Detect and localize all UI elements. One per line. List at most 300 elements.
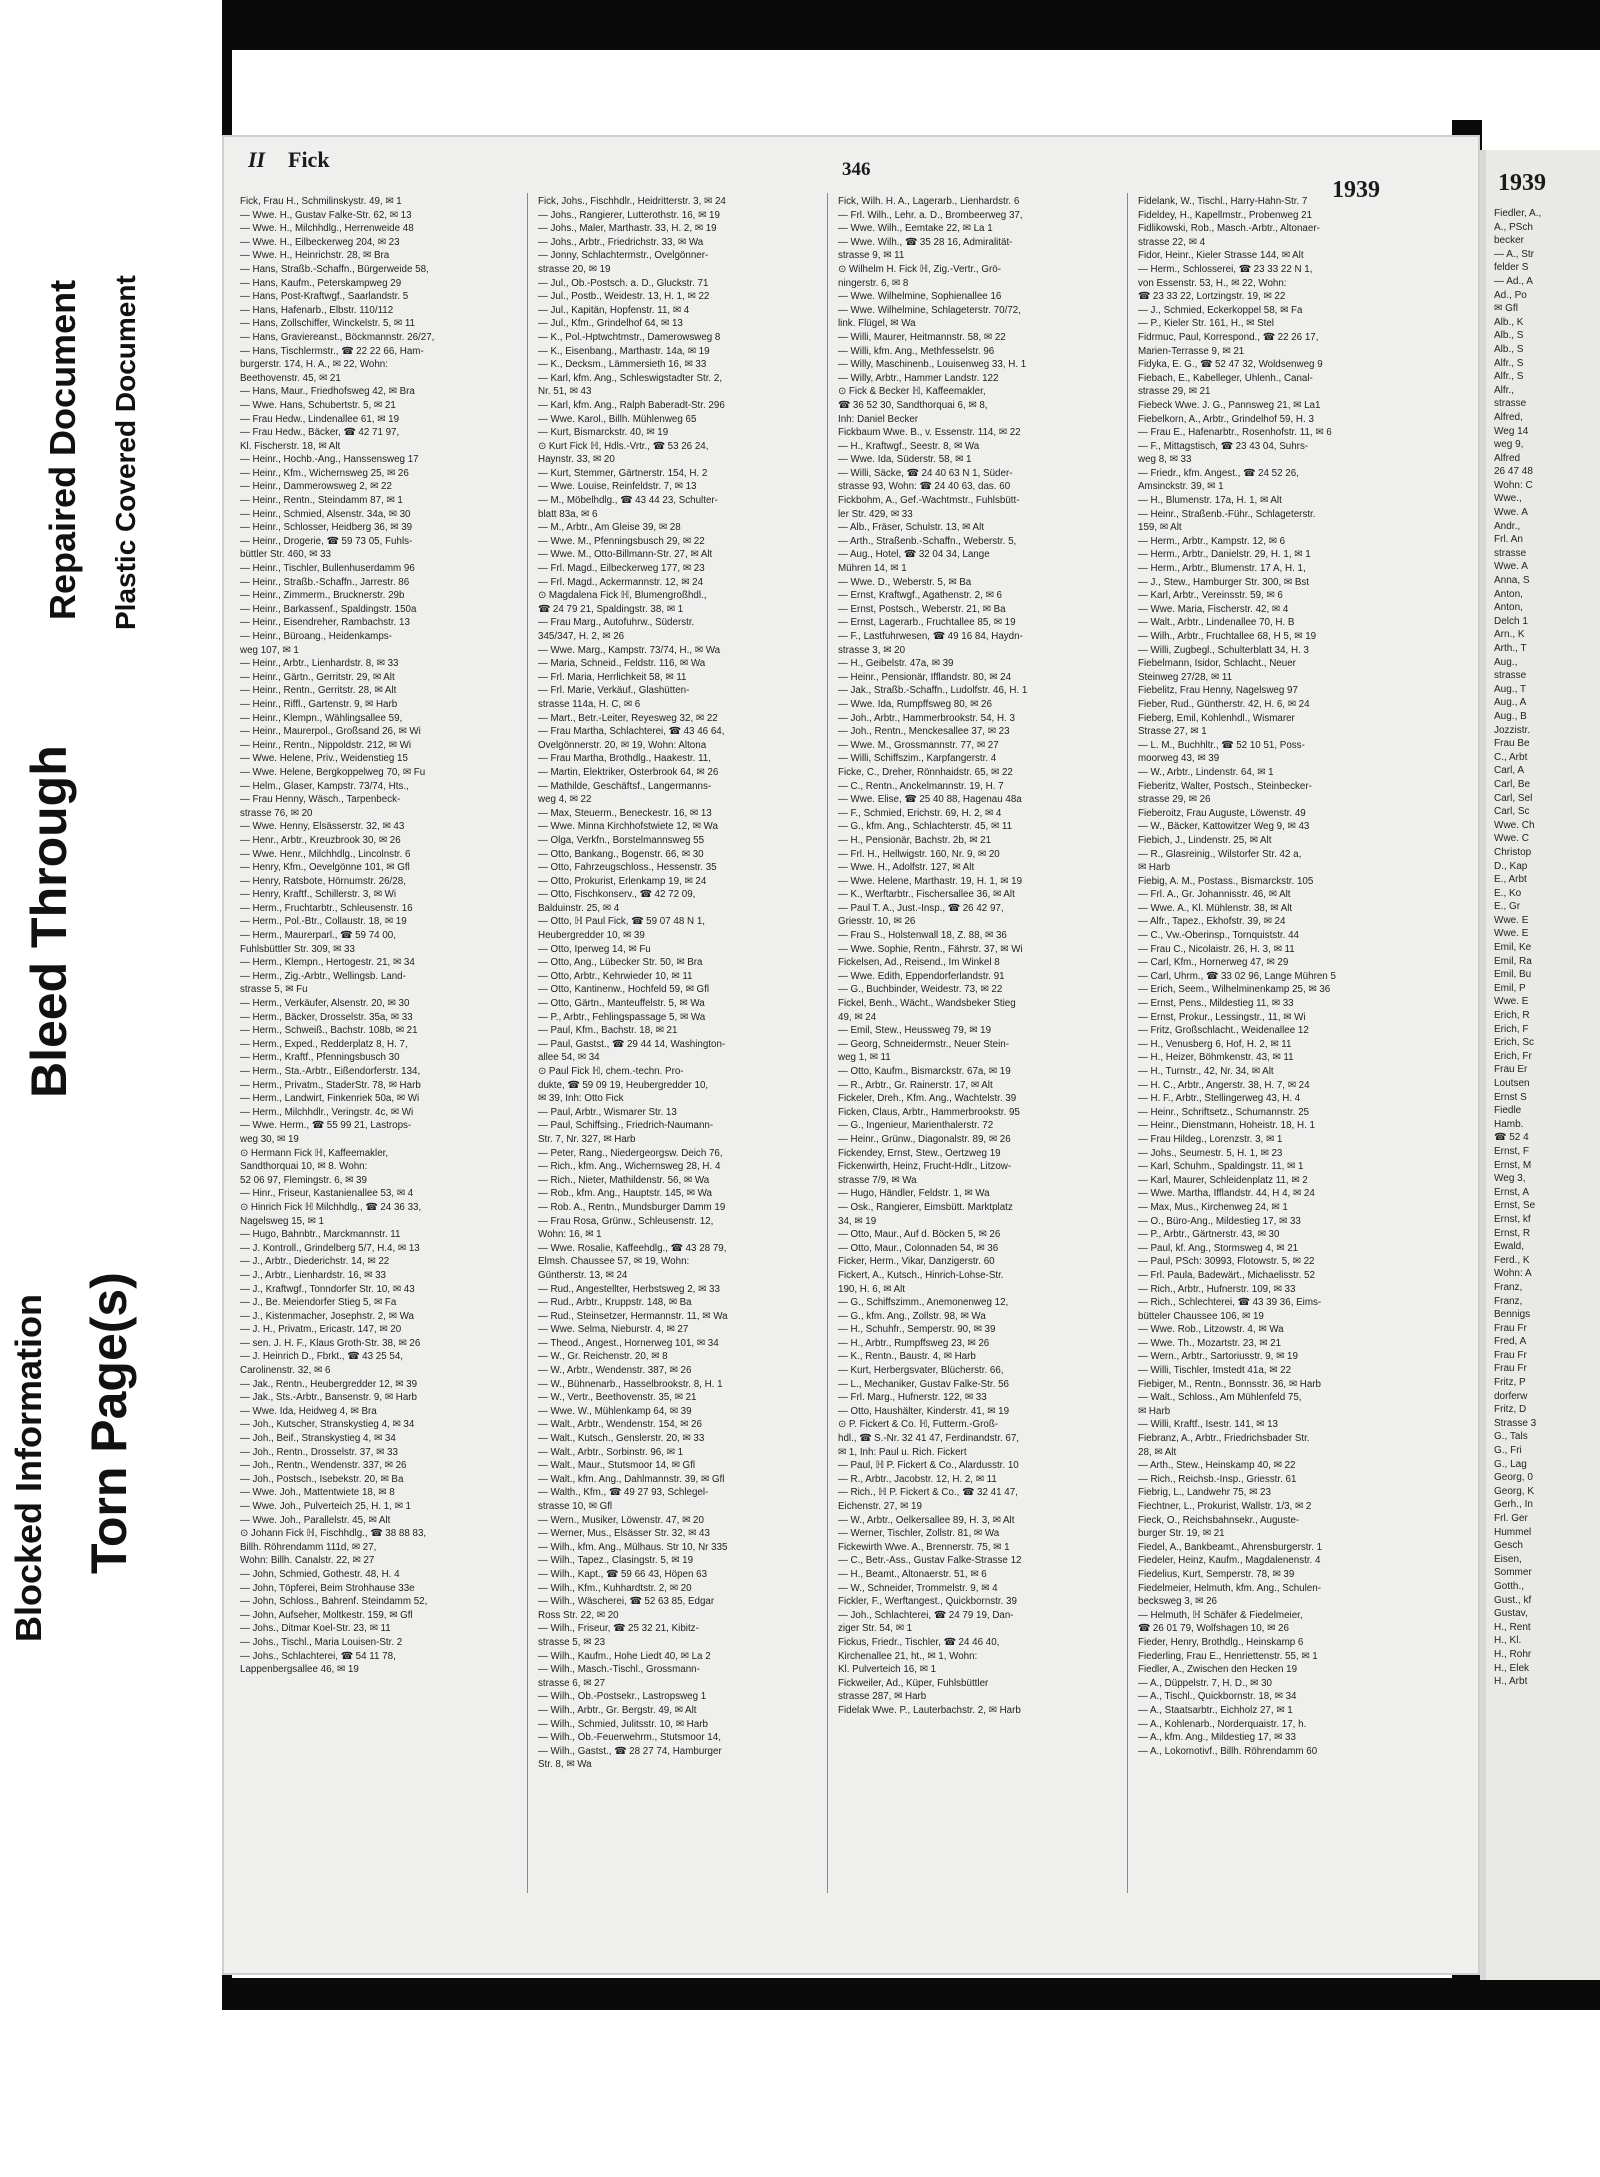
directory-entry: — Heinr., Drogerie, ☎ 59 73 05, Fuhls- <box>240 535 413 547</box>
directory-entry: — Paul T. A., Just.-Insp., ☎ 26 42 97, <box>838 902 1004 914</box>
directory-entry: weg 4, ✉ 22 <box>538 794 592 806</box>
next-page-fragment: Aug., T <box>1494 683 1527 695</box>
directory-entry: Fickenwirth, Heinz, Frucht-Hdlr., Litzow- <box>838 1161 1012 1173</box>
directory-entry: — Heinr., Rentn., Steindamm 87, ✉ 1 <box>240 495 403 507</box>
next-page-fragment: Carl, Sel <box>1494 792 1533 804</box>
directory-entry: ✉ Harb <box>1138 862 1171 874</box>
directory-entry: — G., kfm. Ang., Schlachterstr. 45, ✉ 11 <box>838 821 1013 833</box>
directory-entry: Carolinenstr. 32, ✉ 6 <box>240 1365 331 1377</box>
directory-entry: — Otto, Fahrzeugschloss., Hessenstr. 35 <box>538 862 717 874</box>
directory-entry: Fidelank, W., Tischl., Harry-Hahn-Str. 7 <box>1138 196 1308 207</box>
directory-entry: — Wilh., Tapez., Clasingstr. 5, ✉ 19 <box>538 1555 694 1567</box>
directory-entry: — Wwe. Herm., ☎ 55 99 21, Lastrops- <box>240 1120 412 1132</box>
directory-entry: ⊙ P. Fickert & Co. ℍ, Futterm.-Groß- <box>838 1419 999 1431</box>
next-page-fragment: Fiedler, A., <box>1494 208 1542 219</box>
directory-entry: — Herm., Landwirt, Finkenriek 50a, ✉ Wi <box>240 1093 420 1105</box>
directory-entry: — Frau Hedw., Lindenallee 61, ✉ 19 <box>240 413 400 425</box>
directory-entry: — Wilh., Ob.-Feuerwehrm., Stutsmoor 14, <box>538 1732 721 1744</box>
directory-entry: — Wilh., Kfm., Kuhhardtstr. 2, ✉ 20 <box>538 1582 692 1594</box>
directory-entry: — Heinr., Dammerowsweg 2, ✉ 22 <box>240 481 392 493</box>
directory-entry: — Wwe. M., Pfenningsbusch 29, ✉ 22 <box>538 535 705 547</box>
directory-entry: Nagelsweg 15, ✉ 1 <box>240 1215 324 1227</box>
directory-entry: ✉ 1, Inh: Paul u. Rich. Fickert <box>838 1446 967 1458</box>
next-page-fragment: Ernst, R <box>1494 1227 1531 1239</box>
directory-entry: — Heinr., Straßenb.-Führ., Schlageterstr. <box>1138 508 1316 520</box>
next-page-fragment: Weg 3, <box>1494 1173 1526 1185</box>
directory-entry: — Fritz, Großschlacht., Weidenallee 12 <box>1138 1025 1309 1037</box>
directory-entry: — Herm., Kraftf., Pfenningsbusch 30 <box>240 1052 400 1064</box>
next-page-strip <box>1480 150 1600 1980</box>
next-page-fragment: Gerh., In <box>1494 1499 1533 1511</box>
next-page-fragments <box>1486 207 1600 1689</box>
next-page-fragment: Jozzistr. <box>1494 724 1531 736</box>
directory-entry: — Hans, Tischlermstr., ☎ 22 22 66, Ham- <box>240 345 424 357</box>
directory-entry: — Paul, Gastst., ☎ 29 44 14, Washington- <box>538 1038 726 1050</box>
directory-entry: — Willi, Tischler, Imstedt 41a, ✉ 22 <box>1138 1365 1292 1377</box>
directory-entry: Fickus, Friedr., Tischler, ☎ 24 46 40, <box>838 1636 1000 1648</box>
directory-entry: Sandthorquai 10, ✉ 8. Wohn: <box>240 1161 368 1173</box>
column-rule <box>1127 193 1128 1893</box>
directory-entry: — Willi, Säcke, ☎ 24 40 63 N 1, Süder- <box>838 467 1013 479</box>
directory-entry: Kl. Fischerstr. 18, ✉ Alt <box>240 440 341 452</box>
directory-entry: — Herm., Zig.-Arbtr., Wellingsb. Land- <box>240 970 406 982</box>
directory-entry: — Wwe. M., Grossmannstr. 77, ✉ 27 <box>838 739 999 751</box>
directory-entry: — J., Arbtr., Diederichstr. 14, ✉ 22 <box>240 1256 390 1268</box>
directory-entry: strasse 10, ✉ Gfl <box>538 1501 613 1512</box>
directory-entry: strasse 3, ✉ 20 <box>838 644 906 656</box>
directory-entry: — Willi, Schiffszim., Karpfangerstr. 4 <box>838 753 997 765</box>
directory-entry: — Hans, Post-Kraftwgf., Saarlandstr. 5 <box>240 291 409 303</box>
next-page-fragment: Erich, F <box>1494 1023 1529 1035</box>
directory-entry: — H. C., Arbtr., Angerstr. 38, H. 7, ✉ 24 <box>1138 1079 1310 1091</box>
directory-column-4 <box>1138 195 1408 1758</box>
directory-entry: strasse 29, ✉ 21 <box>1138 386 1211 398</box>
next-page-fragment: Hummel <box>1494 1526 1532 1538</box>
column-rule <box>827 193 828 1893</box>
directory-entry: Fickbaum Wwe. B., v. Essenstr. 114, ✉ 22 <box>838 427 1021 439</box>
next-page-fragment: Andr., <box>1494 520 1521 532</box>
directory-entry: Fickeler, Dreh., Kfm. Ang., Wachtelstr. 39 <box>838 1093 1017 1105</box>
directory-entry: — Herm., Klempn., Hertogestr. 21, ✉ 34 <box>240 957 415 969</box>
directory-entry: — Jak., Rentn., Heubergredder 12, ✉ 39 <box>240 1378 418 1390</box>
next-page-fragment: Carl, A <box>1494 765 1525 777</box>
directory-entry: — Willi, Zugbegl., Schulterblatt 34, H. 3 <box>1138 644 1309 656</box>
directory-entry: ⊙ Johann Fick ℍ, Fischhdlg., ☎ 38 88 83, <box>240 1528 427 1540</box>
directory-entry: — A., Tischl., Quickbornstr. 18, ✉ 34 <box>1138 1691 1297 1703</box>
directory-entry: — Wilh., Kapt., ☎ 59 66 43, Höpen 63 <box>538 1568 708 1580</box>
directory-entry: 159, ✉ Alt <box>1138 522 1182 534</box>
next-page-fragment: Fiedle <box>1494 1105 1522 1117</box>
directory-entry: — Wwe. Marg., Kampstr. 73/74, H., ✉ Wa <box>538 644 721 656</box>
directory-entry: Fiebelmann, Isidor, Schlacht., Neuer <box>1138 658 1296 670</box>
directory-entry: — Mart., Betr.-Leiter, Reyesweg 32, ✉ 22 <box>538 712 718 724</box>
directory-entry: — A., Kohlenarb., Norderquaistr. 17, h. <box>1138 1718 1307 1730</box>
directory-entry: — Wilh., Arbtr., Fruchtallee 68, H 5, ✉ 19 <box>1138 631 1317 642</box>
next-page-fragment: Wwe. A <box>1494 507 1528 519</box>
directory-entry: — Frl. Marg., Hufnerstr. 122, ✉ 33 <box>838 1392 987 1404</box>
directory-entry: weg 1, ✉ 11 <box>838 1052 891 1064</box>
directory-entry: — M., Arbtr., Am Gleise 39, ✉ 28 <box>538 522 681 534</box>
directory-entry: — Max, Steuerm., Beneckestr. 16, ✉ 13 <box>538 807 712 819</box>
directory-entry: — Frl. Marie, Verkäuf., Glashütten- <box>538 685 690 697</box>
directory-entry: — Aug., Hotel, ☎ 32 04 34, Lange <box>838 549 990 561</box>
directory-entry: Fiechtner, L., Prokurist, Wallstr. 1/3, ✉ 2 <box>1138 1501 1312 1512</box>
next-page-fragment: Alfr., S <box>1494 357 1524 369</box>
directory-entry: Fiebiger, M., Rentn., Bonnsstr. 36, ✉ Harb <box>1138 1378 1322 1390</box>
directory-entry: weg 107, ✉ 1 <box>240 644 299 656</box>
directory-entry: — Hans, Maur., Friedhofsweg 42, ✉ Bra <box>240 386 415 398</box>
directory-entry: Fieberoitz, Frau Auguste, Löwenstr. 49 <box>1138 807 1306 819</box>
directory-page <box>222 135 1480 1975</box>
directory-entry: — Wwe. W., Mühlenkamp 64, ✉ 39 <box>538 1405 692 1417</box>
directory-entry: — Wwe. Th., Mozartstr. 23, ✉ 21 <box>1138 1337 1282 1349</box>
directory-entry: — Wilh., Arbtr., Gr. Bergstr. 49, ✉ Alt <box>538 1704 697 1716</box>
directory-entry: — Frau Hildeg., Lorenzstr. 3, ✉ 1 <box>1138 1133 1283 1145</box>
directory-entry: — Hugo, Bahnbtr., Marckmannstr. 11 <box>240 1229 401 1241</box>
directory-entry: — Otto, Fischkonserv., ☎ 42 72 09, <box>538 889 696 901</box>
directory-entry: — Wilh., kfm. Ang., Mülhaus. Str 10, Nr 335 <box>538 1541 728 1553</box>
directory-entry: Mühren 14, ✉ 1 <box>838 563 907 575</box>
directory-entry: — Wwe. Helene, Bergkoppelweg 70, ✉ Fu <box>240 766 426 778</box>
directory-entry: — Kurt, Stemmer, Gärtnerstr. 154, H. 2 <box>538 467 708 479</box>
next-page-fragment: A., PSch <box>1494 221 1533 233</box>
next-page-fragment: Aug., A <box>1494 697 1527 709</box>
directory-entry: — Karl, kfm. Ang., Ralph Baberadt-Str. 296 <box>538 399 725 411</box>
directory-entry: Ficken, Claus, Arbtr., Hammerbrookstr. 95 <box>838 1106 1020 1118</box>
next-page-fragment: dorferw <box>1494 1390 1528 1402</box>
directory-entry: — Willy, Maschinenb., Louisenweg 33, H. 1 <box>838 359 1027 371</box>
next-page-fragment: Alfred, <box>1494 411 1523 423</box>
directory-entry: Fiebig, A. M., Postass., Bismarckstr. 105 <box>1138 875 1314 887</box>
directory-entry: — Walth., Kfm., ☎ 49 27 93, Schlegel- <box>538 1487 709 1499</box>
next-page-fragment: Franz, <box>1494 1295 1523 1307</box>
directory-entry: — Wwe. Hans, Schubertstr. 5, ✉ 21 <box>240 399 396 411</box>
directory-entry: strasse 6, ✉ 27 <box>538 1677 606 1689</box>
next-page-fragment: Georg, K <box>1494 1485 1535 1497</box>
next-page-fragment: H., Arbt <box>1494 1676 1528 1688</box>
directory-entry: — Ernst, Kraftwgf., Agathenstr. 2, ✉ 6 <box>838 590 1002 602</box>
next-page-fragment: Franz, <box>1494 1281 1523 1293</box>
directory-entry: — Wwe. Karol., Billh. Mühlenweg 65 <box>538 413 697 425</box>
directory-entry: von Essenstr. 53, H., ✉ 22, Wohn: <box>1138 277 1287 289</box>
directory-entry: — Otto, Iperweg 14, ✉ Fu <box>538 943 651 955</box>
directory-entry: — Wwe. Helene, Priv., Weidenstieg 15 <box>240 753 408 765</box>
next-page-fragment: Aug., <box>1494 656 1518 668</box>
directory-entry: — Rud., Steinsetzer, Hermannstr. 11, ✉ Wa <box>538 1310 728 1322</box>
stamp-plastic-covered-document: Plastic Covered Document <box>110 275 141 630</box>
directory-entry: — Frau Rosa, Grünw., Schleusenstr. 12, <box>538 1215 714 1227</box>
directory-entry: ⊙ Paul Fick ℍ, chem.-techn. Pro- <box>538 1066 684 1077</box>
next-page-fragment: Wwe. C <box>1494 833 1529 845</box>
directory-entry: — Hinr., Friseur, Kastanienallee 53, ✉ 4 <box>240 1188 414 1200</box>
directory-entry: — C., Vw.-Oberinsp., Tornquiststr. 44 <box>1138 930 1299 942</box>
directory-entry: 345/347, H. 2, ✉ 26 <box>538 631 625 642</box>
directory-entry: — G., Schiffszimm., Anemonenweg 12, <box>838 1297 1009 1309</box>
directory-entry: — K., Pol.-Hptwchtmstr., Damerowsweg 8 <box>538 331 721 343</box>
directory-entry: — Wwe. D., Weberstr. 5, ✉ Ba <box>838 576 972 588</box>
directory-entry: — Wilh., Wäscherei, ☎ 52 63 85, Edgar <box>538 1596 715 1608</box>
directory-entry: ⊙ Wilhelm H. Fick ℍ, Zig.-Vertr., Grö- <box>838 263 1001 275</box>
directory-column-3 <box>838 195 1108 1718</box>
directory-entry: — Otto, Kantinenw., Hochfeld 59, ✉ Gfl <box>538 984 710 996</box>
directory-entry: — Frl. Magd., Eilbeckerweg 177, ✉ 23 <box>538 563 705 575</box>
directory-entry: Fidyka, E. G., ☎ 52 47 32, Woldsenweg 9 <box>1138 359 1323 371</box>
next-page-fragment: Wwe. E <box>1494 914 1529 926</box>
directory-entry: — Ernst, Pens., Mildestieg 11, ✉ 33 <box>1138 998 1294 1010</box>
directory-entry: — Heinr., Grünw., Diagonalstr. 89, ✉ 26 <box>838 1133 1011 1145</box>
directory-entry: Fiedeler, Heinz, Kaufm., Magdalenenstr. 4 <box>1138 1555 1321 1567</box>
directory-entry: — J. Kontroll., Grindelberg 5/7, H.4, ✉ 13 <box>240 1242 420 1254</box>
next-page-fragment: Wohn: C <box>1494 479 1533 491</box>
directory-entry: — W., Arbtr., Wendenstr. 387, ✉ 26 <box>538 1365 692 1377</box>
directory-entry: Fiebrig, L., Landwehr 75, ✉ 23 <box>1138 1487 1271 1499</box>
directory-entry: — Wwe. Minna Kirchhofstwiete 12, ✉ Wa <box>538 821 718 833</box>
directory-entry: — Johs., Tischl., Maria Louisen-Str. 2 <box>240 1636 403 1648</box>
directory-entry: — Frl. Magd., Ackermannstr. 12, ✉ 24 <box>538 576 704 588</box>
directory-entry: — Rob., kfm. Ang., Hauptstr. 145, ✉ Wa <box>538 1188 712 1200</box>
next-page-fragment: Ernst, M <box>1494 1159 1532 1171</box>
next-page-fragment: Erich, R <box>1494 1010 1530 1022</box>
directory-entry: — Herm., Arbtr., Danielstr. 29, H. 1, ✉ 1 <box>1138 549 1311 561</box>
directory-entry: — Emil, Stew., Heussweg 79, ✉ 19 <box>838 1025 992 1037</box>
next-page-fragment: E., Arbt <box>1494 874 1527 886</box>
directory-entry: strasse 7/9, ✉ Wa <box>838 1174 917 1186</box>
directory-entry: — Heinr., Dienstmann, Hoheistr. 18, H. 1 <box>1138 1120 1315 1132</box>
directory-entry: — Friedr., kfm. Angest., ☎ 24 52 26, <box>1138 467 1299 479</box>
directory-entry: — Herm., Milchhdlr., Veringstr. 4c, ✉ Wi <box>240 1106 414 1118</box>
next-page-fragment: ☎ 52 4 <box>1494 1132 1529 1144</box>
directory-entry: Wohn: Billh. Canalstr. 22, ✉ 27 <box>240 1555 375 1567</box>
directory-entry: — Wwe. Elise, ☎ 25 40 88, Hagenau 48a <box>838 794 1022 806</box>
directory-entry: — Joh., Rentn., Drosselstr. 37, ✉ 33 <box>240 1446 398 1458</box>
directory-entry: — Joh., Kutscher, Stranskystieg 4, ✉ 34 <box>240 1419 415 1431</box>
directory-entry: — K., Decksm., Lämmersieth 16, ✉ 33 <box>538 359 707 371</box>
directory-entry: ⊙ Kurt Fick ℍ, Hdls.-Vrtr., ☎ 53 26 24, <box>538 440 709 452</box>
directory-entry: — K., Rentn., Baustr. 4, ✉ Harb <box>838 1351 976 1363</box>
directory-entry: — Willi, kfm. Ang., Methfesselstr. 96 <box>838 345 995 357</box>
next-page-fragment: Sommer <box>1494 1567 1532 1579</box>
directory-entry: — J., Kraftwgf., Tonndorfer Str. 10, ✉ 43 <box>240 1283 415 1295</box>
next-page-fragment: Alb., S <box>1494 330 1524 342</box>
directory-entry: — Rich., Arbtr., Hufnerstr. 109, ✉ 33 <box>1138 1283 1296 1295</box>
next-page-fragment: Anna, S <box>1494 575 1530 587</box>
directory-entry: — Otto, Maur., Auf d. Böcken 5, ✉ 26 <box>838 1229 1001 1241</box>
directory-entry: — Otto, Gärtn., Manteuffelstr. 5, ✉ Wa <box>538 998 705 1010</box>
next-page-fragment: Ernst S <box>1494 1091 1527 1103</box>
directory-entry: weg 8, ✉ 33 <box>1138 454 1192 466</box>
directory-entry: — Frl. H., Hellwigstr. 160, Nr. 9, ✉ 20 <box>838 848 1000 860</box>
directory-entry: — Otto, Maur., Colonnaden 54, ✉ 36 <box>838 1242 999 1254</box>
directory-entry: ✉ 39, Inh: Otto Fick <box>538 1093 624 1105</box>
next-page-fragment: Frl. Ger <box>1494 1513 1528 1524</box>
next-page-fragment: Frau Fr <box>1494 1322 1527 1334</box>
next-page-fragment: Wwe. E <box>1494 928 1529 940</box>
directory-entry: Fidor, Heinr., Kieler Strasse 144, ✉ Alt <box>1138 250 1304 262</box>
next-page-fragment: Fritz, P <box>1494 1377 1526 1389</box>
directory-entry: — Heinr., Maurerpol., Großsand 26, ✉ Wi <box>240 726 421 738</box>
next-page-fragment: G., Lag <box>1494 1458 1527 1470</box>
next-page-fragment: Anton, <box>1494 602 1523 614</box>
directory-entry: dukte, ☎ 59 09 19, Heubergredder 10, <box>538 1079 709 1091</box>
directory-entry: Fiedelius, Kurt, Semperstr. 78, ✉ 39 <box>1138 1568 1295 1580</box>
stamp-blocked-information: Blocked Information <box>8 1293 49 1642</box>
directory-entry: ziger Str. 54, ✉ 1 <box>838 1623 913 1635</box>
next-page-fragment: D., Kap <box>1494 860 1528 872</box>
directory-entry: — M., Möbelhdlg., ☎ 43 44 23, Schulter- <box>538 495 718 507</box>
directory-entry: — Joh., Beif., Stranskystieg 4, ✉ 34 <box>240 1433 396 1445</box>
directory-entry: — W., Gr. Reichenstr. 20, ✉ 8 <box>538 1351 668 1363</box>
directory-entry: — Otto, Kaufm., Bismarckstr. 67a, ✉ 19 <box>838 1066 1011 1077</box>
directory-entry: — Heinr., Zimmerm., Brucknerstr. 29b <box>240 590 405 602</box>
directory-entry: — A., Düppelstr. 7, H. D., ✉ 30 <box>1138 1677 1272 1689</box>
next-page-fragment: weg 9, <box>1494 439 1524 451</box>
directory-entry: — Wwe. H., Gustav Falke-Str. 62, ✉ 13 <box>240 209 412 221</box>
directory-entry: — Wwe. Ida, Rumpffsweg 80, ✉ 26 <box>838 698 992 710</box>
next-page-fragment: Wohn: A <box>1494 1268 1532 1280</box>
directory-entry: — G., kfm. Ang., Zollstr. 98, ✉ Wa <box>838 1310 986 1322</box>
next-page-fragment: Gustav, <box>1494 1608 1528 1620</box>
directory-entry: — Johs., Ditmar Koel-Str. 23, ✉ 11 <box>240 1623 391 1635</box>
directory-entry: — Herm., Pol.-Btr., Collaustr. 18, ✉ 19 <box>240 916 407 928</box>
next-page-fragment: Gotth., <box>1494 1580 1525 1592</box>
directory-entry: Heubergredder 10, ✉ 39 <box>538 930 645 942</box>
directory-entry: — Ernst, Postsch., Weberstr. 21, ✉ Ba <box>838 603 1006 615</box>
directory-entry: — Theod., Angest., Hornerweg 101, ✉ 34 <box>538 1337 719 1349</box>
directory-entry: — Frau Hedw., Bäcker, ☎ 42 71 97, <box>240 427 400 439</box>
directory-entry: Fiedler, A., Zwischen den Hecken 19 <box>1138 1664 1298 1676</box>
next-page-fragment: Fred, A <box>1494 1336 1527 1348</box>
next-page-fragment: Christop <box>1494 846 1532 858</box>
directory-entry: — Jul., Kapitän, Hopfenstr. 11, ✉ 4 <box>538 304 690 316</box>
directory-entry: — John, Aufseher, Moltkestr. 159, ✉ Gfl <box>240 1609 413 1621</box>
directory-entry: Fiebich, J., Lindenstr. 25, ✉ Alt <box>1138 834 1272 846</box>
directory-entry: — Frau Martha, Brothdlg., Haakestr. 11, <box>538 753 711 765</box>
next-page-fragment: Frau Fr <box>1494 1363 1527 1375</box>
directory-entry: — Rob. A., Rentn., Mundsburger Damm 19 <box>538 1201 726 1213</box>
directory-entry: — Wwe. Wilh., Eemtake 22, ✉ La 1 <box>838 223 993 235</box>
directory-entry: — Werner, Mus., Elsässer Str. 32, ✉ 43 <box>538 1528 710 1540</box>
directory-entry: — Ernst, Lagerarb., Fruchtallee 85, ✉ 19 <box>838 617 1016 629</box>
next-page-fragment: H., Rent <box>1494 1621 1531 1633</box>
next-page-fragment: Alfred <box>1494 452 1521 464</box>
directory-entry: — Johs., Rangierer, Lutterothstr. 16, ✉ 19 <box>538 209 720 221</box>
directory-entry: — L., Mechaniker, Gustav Falke-Str. 56 <box>838 1378 1009 1390</box>
directory-entry: — Johs., Arbtr., Friedrichstr. 33, ✉ Wa <box>538 236 704 248</box>
directory-entry: — R., Glasreinig., Wilstorfer Str. 42 a, <box>1138 848 1302 860</box>
directory-entry: Fiebelitz, Frau Henny, Nagelsweg 97 <box>1138 685 1298 697</box>
directory-entry: Ficker, Herm., Vikar, Danzigerstr. 60 <box>838 1256 995 1268</box>
next-page-fragment: Erich, Fr <box>1494 1050 1532 1062</box>
directory-entry: 28, ✉ Alt <box>1138 1446 1177 1458</box>
directory-entry: — Heinr., Rentn., Nippoldstr. 212, ✉ Wi <box>240 739 412 751</box>
directory-entry: — H., Pensionär, Bachstr. 2b, ✉ 21 <box>838 834 992 846</box>
directory-entry: — Wwe. Louise, Reinfeldstr. 7, ✉ 13 <box>538 481 697 493</box>
directory-entry: — Joh., Rentn., Menckesallee 37, ✉ 23 <box>838 726 1010 738</box>
directory-entry: — Carl, Kfm., Hornerweg 47, ✉ 29 <box>1138 957 1289 969</box>
directory-entry: Fick, Wilh. H. A., Lagerarb., Lienhardstr. 6 <box>838 196 1020 207</box>
directory-entry: — Rud., Arbtr., Kruppstr. 148, ✉ Ba <box>538 1297 692 1309</box>
directory-entry: — Jonny, Schlachtermstr., Ovelgönner- <box>538 250 709 262</box>
directory-entry: — Heinr., Tischler, Bullenhuserdamm 96 <box>240 563 415 575</box>
next-page-fragment: Wwe. Ch <box>1494 819 1535 831</box>
directory-entry: — Wilh., Gastst., ☎ 28 27 74, Hamburger <box>538 1745 722 1757</box>
directory-entry: — Kurt, Bismarckstr. 40, ✉ 19 <box>538 427 669 439</box>
directory-column-1 <box>240 195 510 1677</box>
directory-entry: — Heinr., Eisendreher, Rambachstr. 13 <box>240 617 410 629</box>
directory-entry: — Otto, ℍ Paul Fick, ☎ 59 07 48 N 1, <box>538 916 706 928</box>
directory-entry: — Wwe. Henny, Elsässerstr. 32, ✉ 43 <box>240 821 405 833</box>
directory-entry: — Heinr., Schmied, Alsenstr. 34a, ✉ 30 <box>240 508 411 520</box>
page-number: 346 <box>842 159 871 180</box>
next-page-fragment: Alfr., S <box>1494 371 1524 383</box>
directory-entry: — Henr., Arbtr., Kreuzbrook 30, ✉ 26 <box>240 834 401 846</box>
directory-entry: 34, ✉ 19 <box>838 1215 877 1227</box>
directory-entry: — Otto, Bankang., Bogenstr. 66, ✉ 30 <box>538 848 704 860</box>
next-page-fragment: Eisen, <box>1494 1553 1522 1565</box>
directory-entry: — Wilh., Schmied, Julitsstr. 10, ✉ Harb <box>538 1718 708 1730</box>
directory-entry: — Joh., Arbtr., Hammerbrookstr. 54, H. 3 <box>838 712 1015 724</box>
directory-entry: — Rich., kfm. Ang., Wichernsweg 28, H. 4 <box>538 1161 721 1173</box>
directory-entry: Lappenbergsallee 46, ✉ 19 <box>240 1664 359 1676</box>
directory-entry: Inh: Daniel Becker <box>838 413 919 425</box>
next-page-fragment: — A., Str <box>1494 248 1535 260</box>
directory-entry: — Willy, Arbtr., Hammer Landstr. 122 <box>838 372 999 384</box>
directory-entry: — Herm., Arbtr., Kampstr. 12, ✉ 6 <box>1138 535 1286 547</box>
directory-entry: blatt 83a, ✉ 6 <box>538 508 598 520</box>
directory-entry: ✉ Harb <box>1138 1405 1171 1417</box>
directory-entry: — John, Töpferei, Beim Strohhause 33e <box>240 1582 415 1594</box>
directory-entry: — P., Kieler Str. 161, H., ✉ Stel <box>1138 318 1274 330</box>
directory-entry: — Wwe. H., Adolfstr. 127, ✉ Alt <box>838 862 975 874</box>
directory-entry: Str. 8, ✉ Wa <box>538 1759 592 1771</box>
directory-entry: strasse 5, ✉ Fu <box>240 984 308 996</box>
next-page-fragment: Ewald, <box>1494 1241 1525 1253</box>
directory-entry: — Otto, Ang., Lübecker Str. 50, ✉ Bra <box>538 957 703 969</box>
directory-entry: — K., Eisenbang., Marthastr. 14a, ✉ 19 <box>538 345 710 357</box>
directory-entry: Beethovenstr. 45, ✉ 21 <box>240 372 341 384</box>
directory-entry: — Otto, Prokurist, Erlenkamp 19, ✉ 24 <box>538 875 707 887</box>
next-page-fragment: E., Ko <box>1494 887 1522 899</box>
directory-entry: — Henry, Ratsbote, Hörnumstr. 26/28, <box>240 875 406 887</box>
directory-entry: — Walt., Maur., Stutsmoor 14, ✉ Gfl <box>538 1460 696 1472</box>
directory-entry: — Frau Henny, Wäsch., Tarpenbeck- <box>240 794 401 806</box>
directory-entry: — Jak., Straßb.-Schaffn., Ludolfstr. 46, H. 1 <box>838 685 1028 697</box>
archive-stamp-labels <box>0 0 230 2177</box>
next-page-fragment: Carl, Be <box>1494 778 1531 790</box>
directory-entry: — H., Kraftwgf., Seestr. 8, ✉ Wa <box>838 440 980 452</box>
next-page-fragment: C., Arbt <box>1494 751 1528 763</box>
directory-entry: — Heinr., Schriftsetz., Schumannstr. 25 <box>1138 1106 1309 1118</box>
directory-entry: Wohn: 16, ✉ 1 <box>538 1229 602 1241</box>
directory-entry: — C., Betr.-Ass., Gustav Falke-Strasse 12 <box>838 1555 1022 1567</box>
directory-entry: Fieber, Rud., Güntherstr. 42, H. 6, ✉ 24 <box>1138 698 1310 710</box>
directory-entry: — Heinr., Arbtr., Lienhardstr. 8, ✉ 33 <box>240 658 399 670</box>
directory-entry: — Herm., Privatm., StaderStr. 78, ✉ Harb <box>240 1079 421 1091</box>
directory-entry: — Heinr., Schlosser, Heidberg 36, ✉ 39 <box>240 522 413 534</box>
next-page-fragment: Anton, <box>1494 588 1523 600</box>
stamp-repaired-document: Repaired Document <box>42 279 83 620</box>
directory-entry: — Maria, Schneid., Feldstr. 116, ✉ Wa <box>538 658 706 670</box>
next-page-fragment: G., Tals <box>1494 1431 1528 1443</box>
directory-entry: — Mathilde, Geschäftsf., Langermanns- <box>538 780 712 792</box>
next-page-fragment: H., Kl. <box>1494 1635 1522 1647</box>
directory-entry: — H., Heizer, Böhmkenstr. 43, ✉ 11 <box>1138 1052 1294 1064</box>
next-page-fragment: Ernst, Se <box>1494 1200 1536 1212</box>
directory-entry: — Rich., Schlechterei, ☎ 43 39 36, Eims- <box>1138 1297 1322 1309</box>
directory-entry: — W., Schneider, Trommelstr. 9, ✉ 4 <box>838 1582 998 1594</box>
directory-entry: — Hans, Straßb.-Schaffn., Bürgerweide 58, <box>240 263 429 275</box>
directory-entry: strasse 5, ✉ 23 <box>538 1636 606 1648</box>
